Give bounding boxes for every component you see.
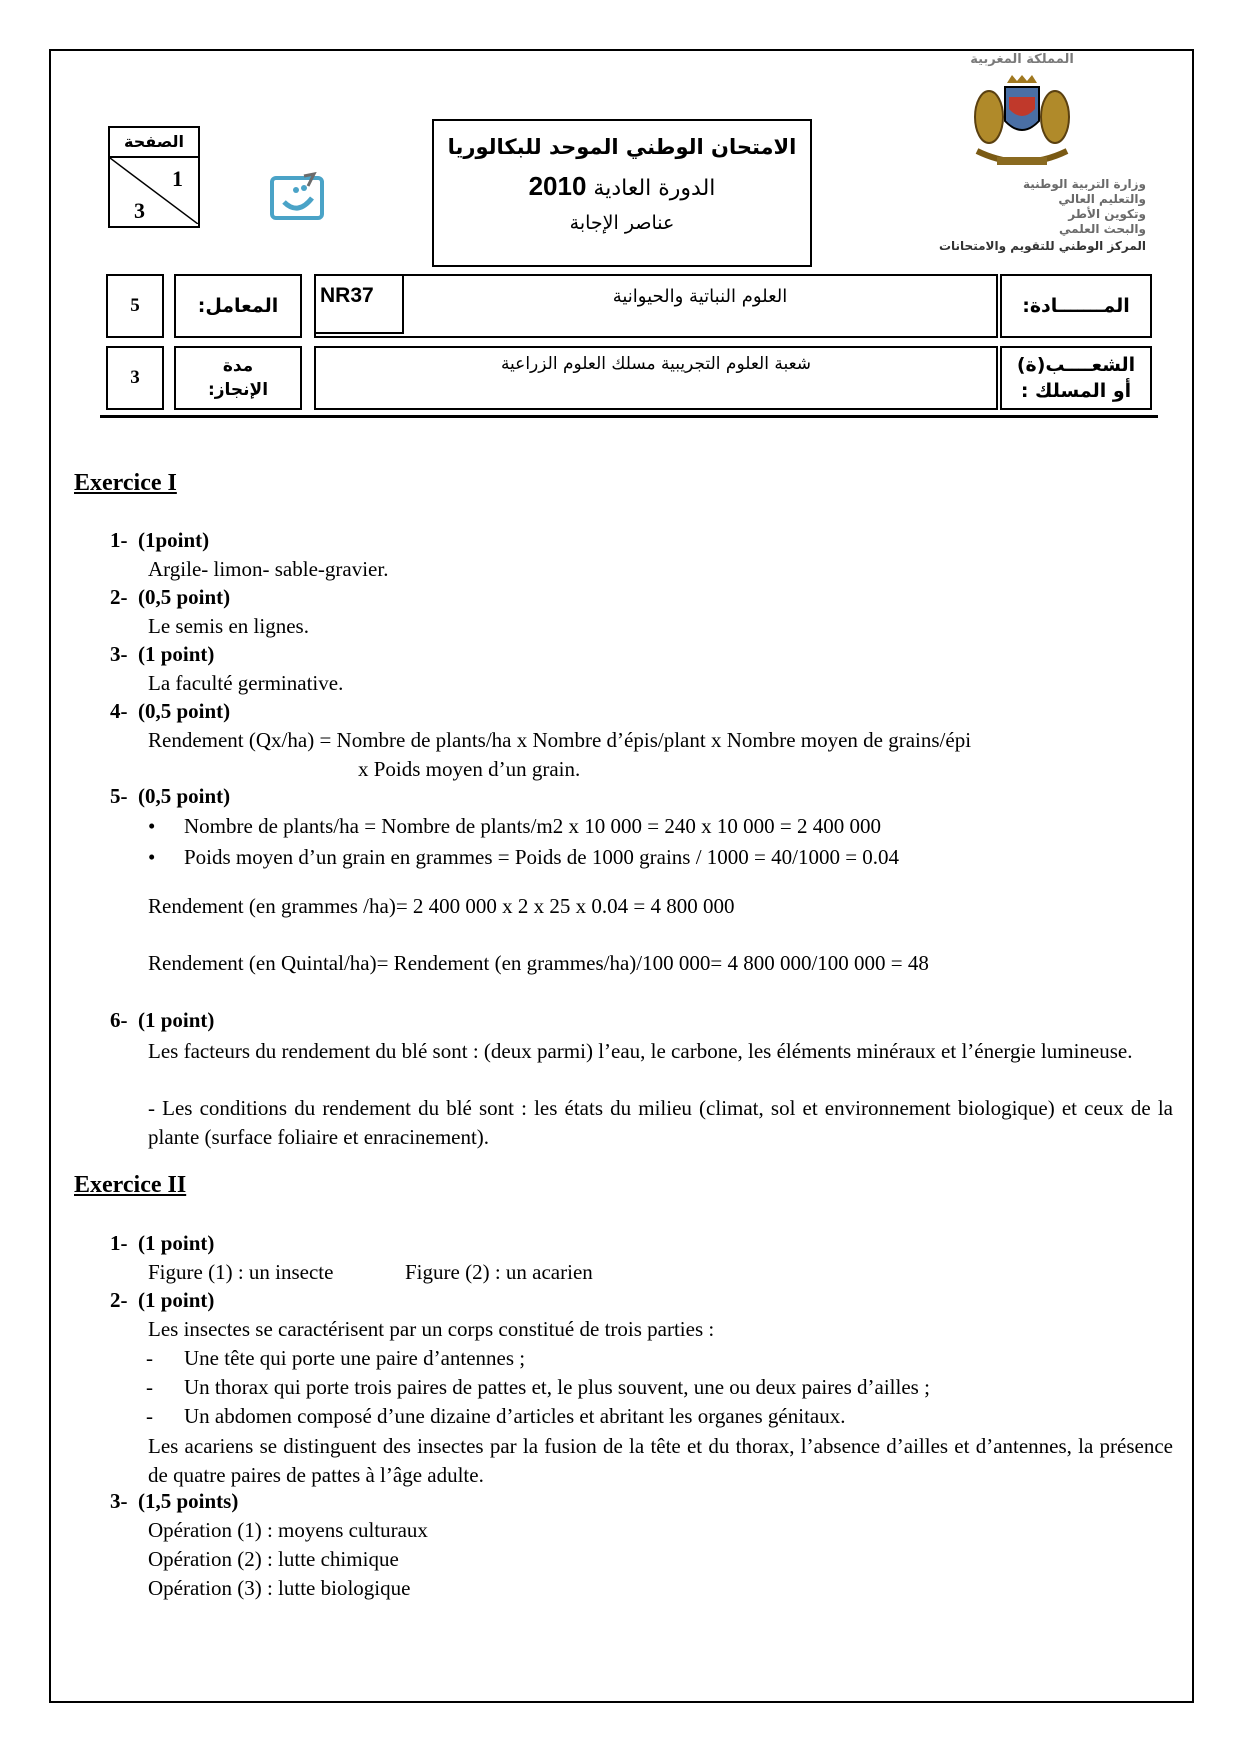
ex2-answer-2-intro: Les insectes se caractérisent par un corps constitué de trois parties : [148, 1317, 715, 1341]
answer-5-calc-2: Rendement (en Quintal/ha)= Rendement (en grammes/ha)/100 000= 4 800 000/100 000 = 48 [148, 951, 929, 975]
cnee-logo-icon [268, 172, 328, 224]
exam-year: 2010 [528, 171, 587, 201]
answer-5-calc-1: Rendement (en grammes /ha)= 2 400 000 x 2 x 25 x 0.04 = 4 800 000 [148, 894, 735, 918]
exam-title-box [432, 119, 812, 267]
answer-4-line-1: Rendement (Qx/ha) = Nombre de plants/ha x Nombre d’épis/plant x Nombre moyen de grains/épi [148, 728, 972, 752]
ministry-line-1: وزارة التربية الوطنية [1022, 177, 1146, 191]
ministry-line-2: والتعليم العالي [1058, 192, 1146, 206]
duration-label: مدة الإنجاز: [174, 346, 302, 410]
answer-5-bullet-2: • Poids moyen d’un grain en grammes = Poids de 1000 grains / 1000 = 40/1000 = 0.04 [148, 845, 900, 869]
branch-cell [314, 346, 998, 410]
page-label: الصفحة [110, 128, 198, 158]
question-2: 2- (0,5 point) [110, 585, 231, 609]
exercise-1-title: Exercice I [74, 470, 177, 496]
answer-5-bullet-1: • Nombre de plants/ha = Nombre de plants/m2 x 10 000 = 240 x 10 000 = 2 400 000 [148, 814, 881, 838]
answer-4-line-2: x Poids moyen d’un grain. [358, 757, 581, 781]
ex2-answer-2-outro: Les acariens se distinguent des insectes par la fusion de la tête et du thorax, l’absence d’ailles et d’antennes, la présence de quatre paires de pattes à l’âge adulte. [148, 1434, 1173, 1487]
header-rule [100, 415, 1158, 418]
ex2-question-2: 2- (1 point) [110, 1288, 215, 1312]
answer-6-paragraph-2: - Les conditions du rendement du blé sont : les états du milieu (climat, sol et environnement biologique) et ceux de la plante (surface foliaire et enracinement). [148, 1096, 1173, 1149]
duration-value: 3 [106, 346, 164, 410]
ministry-line-4: والبحث العلمي [1059, 222, 1146, 236]
branch-label: الشعــــب(ة) أو المسلك : [1000, 346, 1152, 410]
ex2-answer-1-fig-1: Figure (1) : un insecte [148, 1260, 334, 1284]
page-current: 1 [172, 166, 183, 191]
question-1: 1- (1point) [110, 528, 210, 552]
ex2-answer-2-item-1: - Une tête qui porte une paire d’antennes ; [146, 1346, 526, 1370]
ex2-answer-3-op-1: Opération (1) : moyens culturaux [148, 1518, 428, 1542]
page-total: 3 [134, 198, 145, 223]
exam-title: الامتحان الوطني الموحد للبكالوريا [447, 135, 797, 159]
answer-1: Argile- limon- sable-gravier. [148, 557, 389, 581]
subject-label: المـــــــادة: [1000, 274, 1152, 338]
ex2-answer-3-op-3: Opération (3) : lutte biologique [148, 1576, 411, 1600]
coef-value: 5 [106, 274, 164, 338]
ministry-line-3: وتكوين الأطر [1068, 207, 1146, 221]
branch-value: شعبة العلوم التجريبية مسلك العلوم الزراعية [500, 354, 812, 374]
answer-2: Le semis en lignes. [148, 614, 309, 638]
evaluation-center: المركز الوطني للتقويم والامتحانات [938, 239, 1146, 253]
page-diagonal [110, 158, 198, 224]
subject-code: NR37 [314, 274, 404, 334]
ex2-answer-3-op-2: Opération (2) : lutte chimique [148, 1547, 399, 1571]
question-3: 3- (1 point) [110, 642, 215, 666]
kingdom-name: المملكة المغربية [970, 52, 1074, 67]
session-line [434, 171, 810, 202]
subject-value: العلوم النباتية والحيوانية [612, 286, 788, 307]
question-6: 6- (1 point) [110, 1008, 215, 1032]
coat-of-arms-icon [967, 73, 1077, 173]
exercise-2-title: Exercice II [74, 1172, 187, 1198]
session-label: الدورة العادية [593, 176, 716, 201]
ex2-answer-2-item-2: - Un thorax qui porte trois paires de pattes et, le plus souvent, une ou deux paires d’ailles ; [146, 1375, 930, 1399]
coef-label: المعامل: [174, 274, 302, 338]
ex2-question-1: 1- (1 point) [110, 1231, 215, 1255]
ex2-answer-1-fig-2: Figure (2) : un acarien [405, 1260, 593, 1284]
question-4: 4- (0,5 point) [110, 699, 231, 723]
ex2-question-3: 3- (1,5 points) [110, 1489, 239, 1513]
ex2-answer-2-item-3: - Un abdomen composé d’une dizaine d’articles et abritant les organes génitaux. [146, 1404, 846, 1428]
question-5: 5- (0,5 point) [110, 784, 231, 808]
answer-elements: عناصر الإجابة [569, 212, 675, 234]
ministry-block [898, 52, 1146, 262]
answer-6-paragraph-1: Les facteurs du rendement du blé sont : (deux parmi) l’eau, le carbone, les éléments minéraux et l’énergie lumineuse. [148, 1039, 1133, 1063]
ministry-name [898, 177, 1146, 237]
answer-3: La faculté germinative. [148, 671, 344, 695]
page-number-box [108, 126, 200, 228]
